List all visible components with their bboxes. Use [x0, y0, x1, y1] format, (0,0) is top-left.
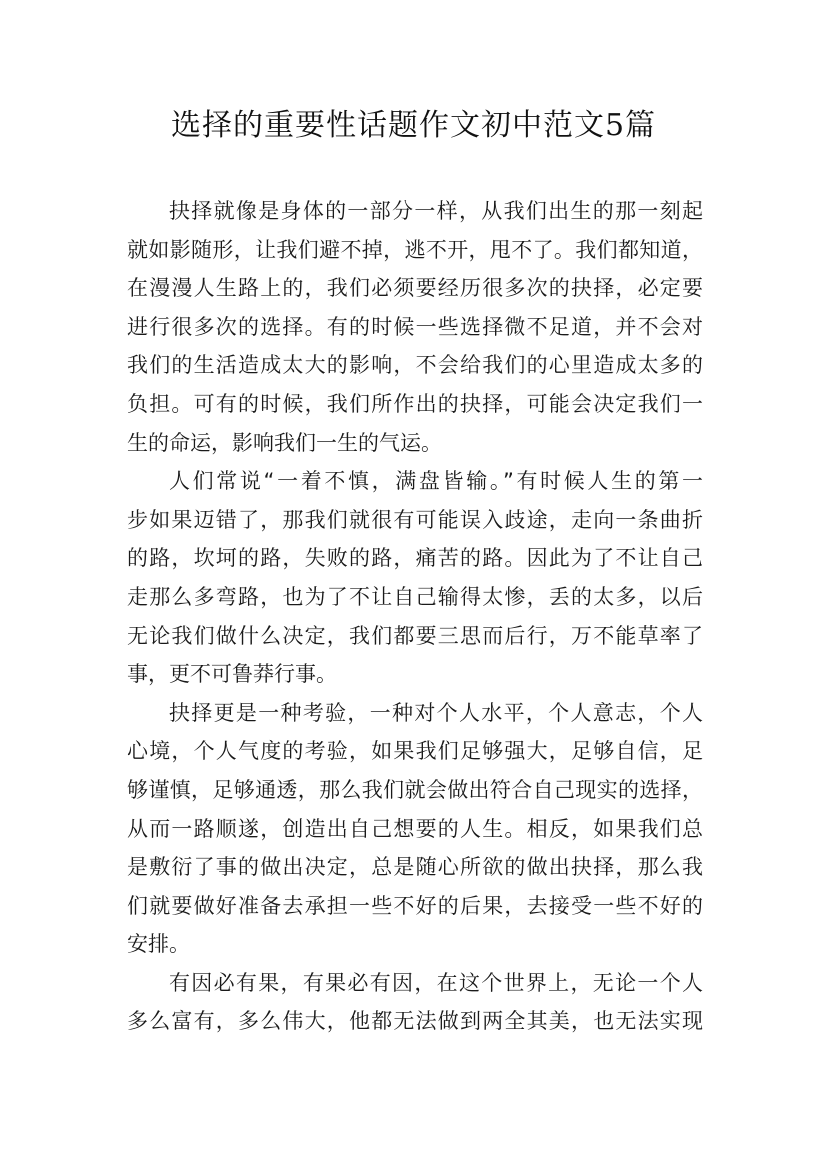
- paragraph-line: 安排。: [127, 932, 190, 957]
- paragraph-line: 在漫漫人生路上的，我们必须要经历很多次的抉择，必定要: [127, 276, 703, 301]
- paragraph-line: 心境，个人气度的考验，如果我们足够强大，足够自信，足: [127, 739, 703, 764]
- paragraph-line: 人们常说“一着不慎，满盘皆输。”有时候人生的第一: [169, 469, 703, 494]
- paragraph-2: [127, 462, 703, 694]
- paragraph-line: 进行很多次的选择。有的时候一些选择微不足道，并不会对: [127, 314, 703, 339]
- document-body: [127, 192, 703, 1041]
- paragraph-4: [127, 964, 703, 1041]
- document-title: 选择的重要性话题作文初中范文5篇: [170, 108, 657, 143]
- paragraph-line: 是敷衍了事的做出决定，总是随心所欲的做出抉择，那么我: [127, 855, 703, 880]
- paragraph-line: 有因必有果，有果必有因，在这个世界上，无论一个人: [169, 970, 703, 995]
- paragraph-line: 抉择就像是身体的一部分一样，从我们出生的那一刻起: [169, 199, 703, 223]
- paragraph-line: 的路，坎坷的路，失败的路，痛苦的路。因此为了不让自己: [127, 546, 703, 571]
- paragraph-line: 走那么多弯路，也为了不让自己输得太惨，丢的太多，以后: [127, 584, 703, 609]
- paragraph-line: 就如影随形，让我们避不掉，逃不开，甩不了。我们都知道，: [127, 237, 703, 262]
- paragraph-1: [127, 192, 703, 462]
- paragraph-line: 步如果迈错了，那我们就很有可能误入歧途，走向一条曲折: [127, 507, 703, 532]
- paragraph-line: 够谨慎，足够通透，那么我们就会做出符合自己现实的选择，: [127, 777, 703, 802]
- paragraph-line: 们就要做好准备去承担一些不好的后果，去接受一些不好的: [127, 893, 703, 918]
- paragraph-3: [127, 694, 703, 964]
- paragraph-line: 负担。可有的时候，我们所作出的抉择，可能会决定我们一: [127, 391, 703, 416]
- paragraph-line: 多么富有，多么伟大，他都无法做到两全其美，也无法实现: [127, 1009, 703, 1034]
- paragraph-line: 从而一路顺遂，创造出自己想要的人生。相反，如果我们总: [127, 816, 703, 841]
- paragraph-line: 事，更不可鲁莽行事。: [127, 662, 337, 687]
- paragraph-line: 我们的生活造成太大的影响，不会给我们的心里造成太多的: [127, 353, 703, 378]
- paragraph-line: 抉择更是一种考验，一种对个人水平，个人意志，个人: [169, 700, 703, 725]
- paragraph-line: 无论我们做什么决定，我们都要三思而后行，万不能草率了: [127, 623, 703, 648]
- paragraph-line: 生的命运，影响我们一生的气运。: [127, 430, 442, 455]
